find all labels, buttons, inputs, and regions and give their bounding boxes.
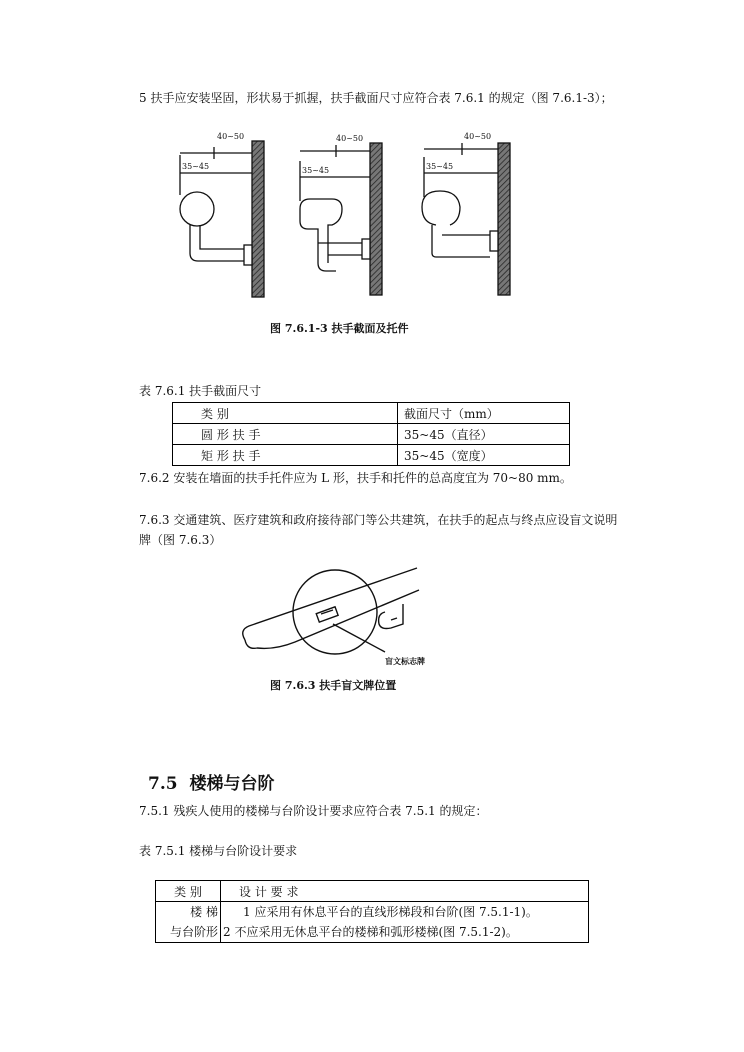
paragraph-7-5-1: 7.5.1 残疾人使用的楼梯与台阶设计要求应符合表 7.5.1 的规定： (139, 804, 488, 818)
table-761-row2-category: 矩 形 扶 手 (173, 445, 398, 466)
table-row (156, 902, 589, 943)
paragraph-7-6-3-line1: 7.6.3 交通建筑、医疗建筑和政府接待部门等公共建筑，在扶手的起点与终点应设盲文说明 (139, 513, 618, 527)
paragraph-5: 5 扶手应安装坚固，形状易于抓握，扶手截面尺寸应符合表 7.6.1 的规定（图 7.6.1-3）； (139, 91, 613, 105)
dim-outer-2: 40~50 (336, 134, 364, 143)
dim-outer-1: 40~50 (217, 132, 245, 141)
braille-sign-label: 盲文标志牌 (385, 656, 425, 666)
table-751-requirement-1: 1 应采用有休息平台的直线形梯段和台阶(图 7.5.1-1)。 (243, 905, 538, 919)
paragraph-7-6-2: 7.6.2 安装在墙面的扶手托件应为 L 形，扶手和托件的总高度宜为 70~80 mm。 (139, 471, 572, 485)
dim-inner-2: 35~45 (302, 166, 330, 175)
table-751-row-category (156, 902, 221, 943)
braille-sign-figure (235, 560, 435, 675)
table-751-category-line1: 楼 梯 (190, 905, 218, 919)
table-751-header-requirements: 设 计 要 求 (221, 881, 589, 902)
table-751-header-category: 类 别 (156, 881, 221, 902)
table-row (173, 403, 570, 424)
section-heading (148, 769, 275, 794)
table-751-title: 表 7.5.1 楼梯与台阶设计要求 (139, 844, 298, 858)
section-title: 楼梯与台阶 (189, 774, 275, 794)
table-761-title: 表 7.6.1 扶手截面尺寸 (139, 384, 262, 398)
dim-outer-3: 40~50 (464, 132, 492, 141)
table-row (156, 881, 589, 902)
table-751 (155, 880, 589, 943)
table-751-requirement-2: 2 不应采用无休息平台的楼梯和弧形楼梯(图 7.5.1-2)。 (223, 925, 518, 939)
table-761-header-category: 类 别 (173, 403, 398, 424)
table-751-category-line2: 与台阶形 (169, 925, 218, 939)
table-761-row1-category: 圆 形 扶 手 (173, 424, 398, 445)
table-row (173, 445, 570, 466)
figure-7-6-3-caption: 图 7.6.3 扶手盲文牌位置 (270, 679, 397, 692)
table-761-row1-size: 35~45（直径） (398, 424, 570, 445)
table-761-row2-size: 35~45（宽度） (398, 445, 570, 466)
dim-inner-1: 35~45 (182, 162, 210, 171)
table-761 (172, 402, 570, 466)
table-row (173, 424, 570, 445)
paragraph-7-6-3-line2: 牌（图 7.6.3） (139, 533, 222, 547)
table-761-header-size: 截面尺寸（mm） (398, 403, 570, 424)
section-number: 7.5 (148, 774, 178, 794)
handrail-section-figure (160, 125, 540, 305)
figure-7-6-1-3-caption: 图 7.6.1-3 扶手截面及托件 (270, 322, 409, 335)
dim-inner-3: 35~45 (426, 162, 454, 171)
table-751-row-requirements (221, 902, 589, 943)
